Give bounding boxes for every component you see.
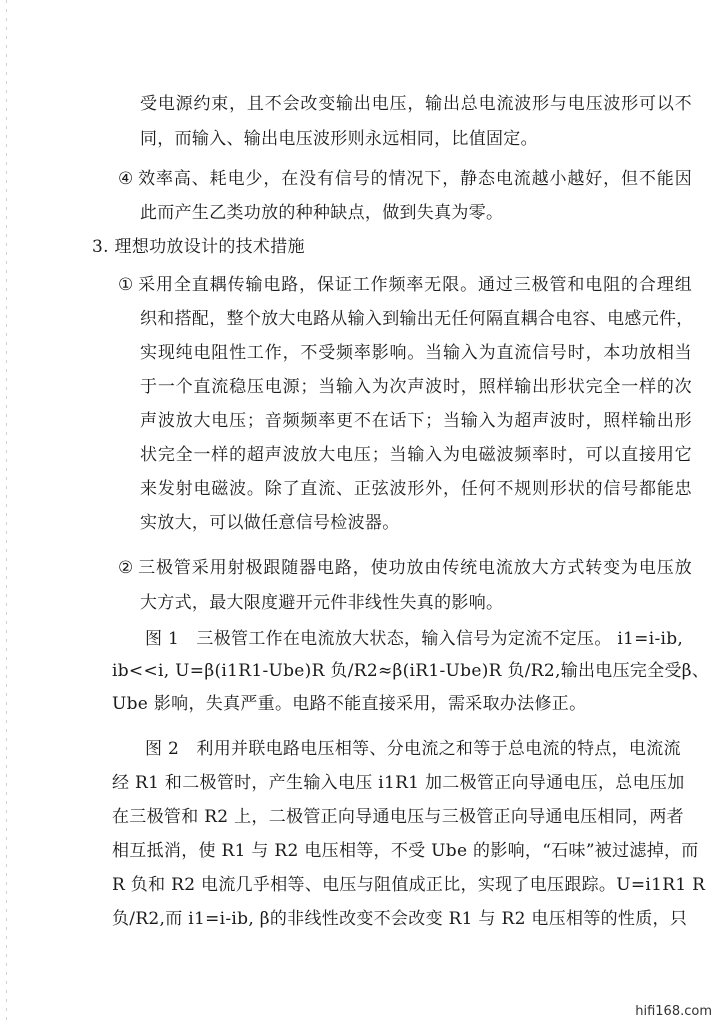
fig2-para-line-5: R 负和 R2 电流几乎相等、电压与阻值成正比，实现了电压跟踪。U=i1R1 R	[112, 875, 706, 895]
item-1-text-1: 采用全直耦传输电路，保证工作频率无限。通过三极管和电阻的合理组	[138, 275, 692, 295]
item-1-line-8: 实放大，可以做任意信号检波器。	[140, 513, 400, 533]
fig1-para-line-2: ib<<i, U=β(i1R1-Ube)R 负/R2≈β(iR1-Ube)R 负/R2,输出电压完全受β、	[112, 661, 710, 681]
fig2-para-line-1: 图 2 利用并联电路电压相等、分电流之和等于总电流的特点，电流流	[145, 739, 681, 759]
fig2-para-line-2: 经 R1 和二极管时，产生输入电压 i1R1 加二极管正向导通电压，总电压加	[112, 773, 685, 793]
item-1-line-3: 实现纯电阻性工作，不受频率影响。当输入为直流信号时，本功放相当	[140, 343, 692, 363]
fig1-para-line-1: 图 1 三极管工作在电流放大状态，输入信号为定流不定压。 i1=i-ib,	[145, 629, 684, 649]
item-1-line-5: 声波放大电压；音频频率更不在话下；当输入为超声波时，照样输出形	[140, 411, 692, 431]
item-1-line-1	[118, 273, 692, 297]
site-watermark: hifi168.com	[635, 1004, 712, 1019]
fig2-para-line-4: 相互抵消，使 R1 与 R2 电压相等，不受 Ube 的影响，“石味”被过滤掉，而	[112, 841, 699, 861]
item-4-marker: ④	[118, 169, 135, 189]
fig2-para-line-6: 负/R2,而 i1=i-ib, β的非线性改变不会改变 R1 与 R2 电压相等的性质，只	[112, 909, 688, 929]
item-1-marker: ①	[118, 275, 135, 295]
item-4-line-1	[118, 167, 692, 191]
item-1-line-4: 于一个直流稳压电源；当输入为次声波时，照样输出形状完全一样的次	[140, 377, 692, 397]
item-2-text-1: 三极管采用射极跟随器电路，使功放由传统电流放大方式转变为电压放	[138, 558, 692, 578]
item-2-line-2: 大方式，最大限度避开元件非线性失真的影响。	[140, 593, 504, 613]
fig1-para-line-3: Ube 影响，失真严重。电路不能直接采用，需采取办法修正。	[112, 694, 587, 714]
item-1-line-6: 状完全一样的超声波放大电压；当输入为电磁波频率时，可以直接用它	[140, 445, 692, 465]
item-1-line-7: 来发射电磁波。除了直流、正弦波形外，任何不规则形状的信号都能忠	[140, 479, 692, 499]
item-2-line-1	[118, 556, 692, 580]
continuation-line-1: 受电源约束，且不会改变输出电压，输出总电流波形与电压波形可以不	[140, 94, 692, 114]
continuation-line-2: 同，而输入、输出电压波形则永远相同，比值固定。	[140, 129, 538, 149]
fig2-para-line-3: 在三极管和 R2 上，二极管正向导通电压与三极管正向导通电压相同，两者	[112, 807, 684, 827]
item-4-line-2: 此而产生乙类功放的种种缺点，做到失真为零。	[140, 203, 504, 223]
item-1-line-2: 织和搭配，整个放大电路从输入到输出无任何隔直耦合电容、电感元件，	[140, 309, 694, 329]
item-2-marker: ②	[118, 558, 135, 578]
item-4-text-1: 效率高、耗电少，在没有信号的情况下，静态电流越小越好，但不能因	[138, 169, 692, 189]
section-3-heading: 3. 理想功放设计的技术措施	[92, 237, 305, 257]
